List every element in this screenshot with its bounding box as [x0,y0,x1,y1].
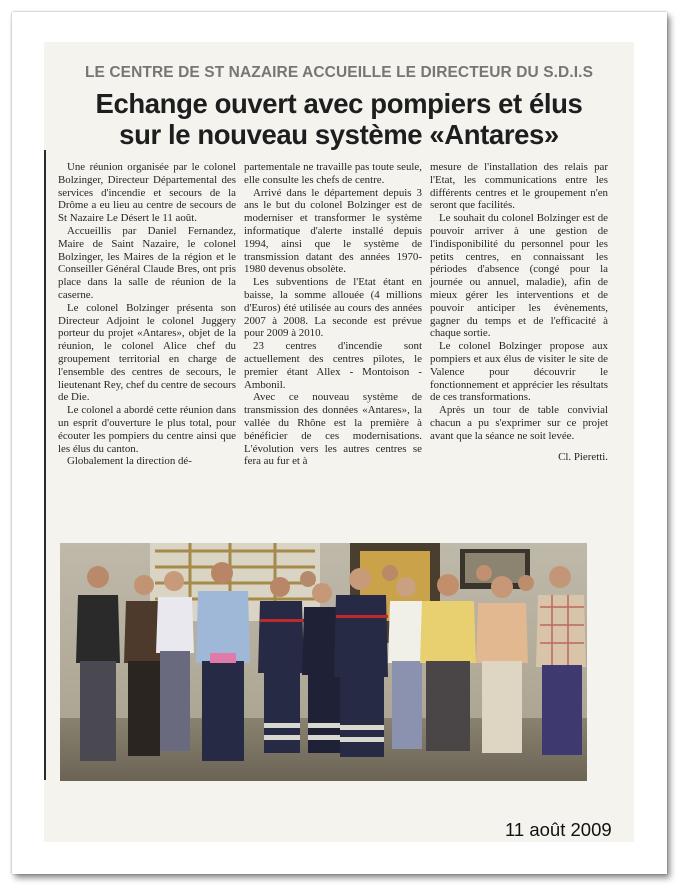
byline: Cl. Pieretti. [558,450,608,463]
column-1 [58,161,236,533]
paragraph: mesure de l'installation des relais par l'Etat, les communications entre les différents centres et le groupement n'en seront que facilités. [430,161,608,212]
newspaper-clipping [44,42,634,842]
paragraph: Le colonel Bolzinger propose aux pompiers et aux élus de visiter le site de Valence pour découvrir le fonctionnement et apprécier les résultats de ces transformations. [430,340,608,404]
paragraph: 23 centres d'incendie sont actuellement des centres pilotes, le premier étant Allex - Montoison - Ambonil. [244,340,422,391]
paragraph: Globalement la direction dé- [67,455,192,468]
paragraph: Après un tour de table convivial chacun a pu s'exprimer sur ce projet avant que la séance ne soit levée. [430,404,608,442]
column-2 [244,161,422,533]
headline-line-1: Echange ouvert avec pompiers et élus [95,88,583,119]
article-kicker: LE CENTRE DE ST NAZAIRE ACCUEILLE LE DIRECTEUR DU S.D.I.S [84,64,594,81]
paragraph: Une réunion organisée par le colonel Bolzinger, Directeur Départemental des services d'incendie et secours de la Drôme a eu lieu au centre de secours de St Nazaire Le Désert le 11 août. [58,161,236,225]
column-3 [430,161,608,533]
paragraph: Le colonel a abordé cette réunion dans un esprit d'ouverture le plus total, pour écouter les pompiers du centre ainsi que les élus du canton. [58,404,236,455]
group-photo-icon [60,543,587,781]
paragraph: partementale ne travaille pas toute seule, elle consulte les chefs de centre. [244,161,422,186]
paragraph: Le souhait du colonel Bolzinger est de pouvoir arriver à une gestion de l'indisponibilité du personnel pour les petits centres, en connaissant les périodes d'absence (congé pour la journée ou annuel, maladie), afin de mieux gérer les interventions et de pouvoir anticiper les évènements, gagner du temps et de l'efficacité à chaque sortie. [430,212,608,340]
page-fold-shadow [44,150,46,780]
article-headline [44,88,634,150]
paragraph: Les subventions de l'Etat étant en baisse, la somme allouée (4 millions d'Euros) été utilisée au cours des années 2007 à 2008. La seconde est prévue pour 2009 à 2010. [244,276,422,340]
paragraph: Accueillis par Daniel Fernandez, Maire de Saint Nazaire, le colonel Bolzinger, les Maires de la région et le Conseiller Général Claude Bres, ont pris place dans la salle de réunion de la caserne. [58,224,236,301]
headline-line-2: sur le nouveau système «Antares» [119,119,559,150]
paragraph: Avec ce nouveau système de transmission des données «Antares», la vallée du Rhône est la première à bénéficier de ces modernisations. L'évolution vers les autres centres se fera au fur et à [244,391,422,468]
paragraph: Arrivé dans le département depuis 3 ans le but du colonel Bolzinger est de moderniser et transformer le système informatique d'alerte installé depuis 1994, ainsi que le système de transmission datant des années 1970-1980 devenus obsolète. [244,186,422,276]
article-body [58,161,624,533]
paragraph: Le colonel Bolzinger présenta son Directeur Adjoint le colonel Juggery porteur du projet «Antares», objet de la réunion, le colonel Alice chef du groupement territorial en charge de l'ensemble des centres de secours, le lieutenant Rey, chef du centre de secours de Die. [58,301,237,404]
date-caption: 11 août 2009 [505,819,612,840]
group-photo [60,543,587,781]
